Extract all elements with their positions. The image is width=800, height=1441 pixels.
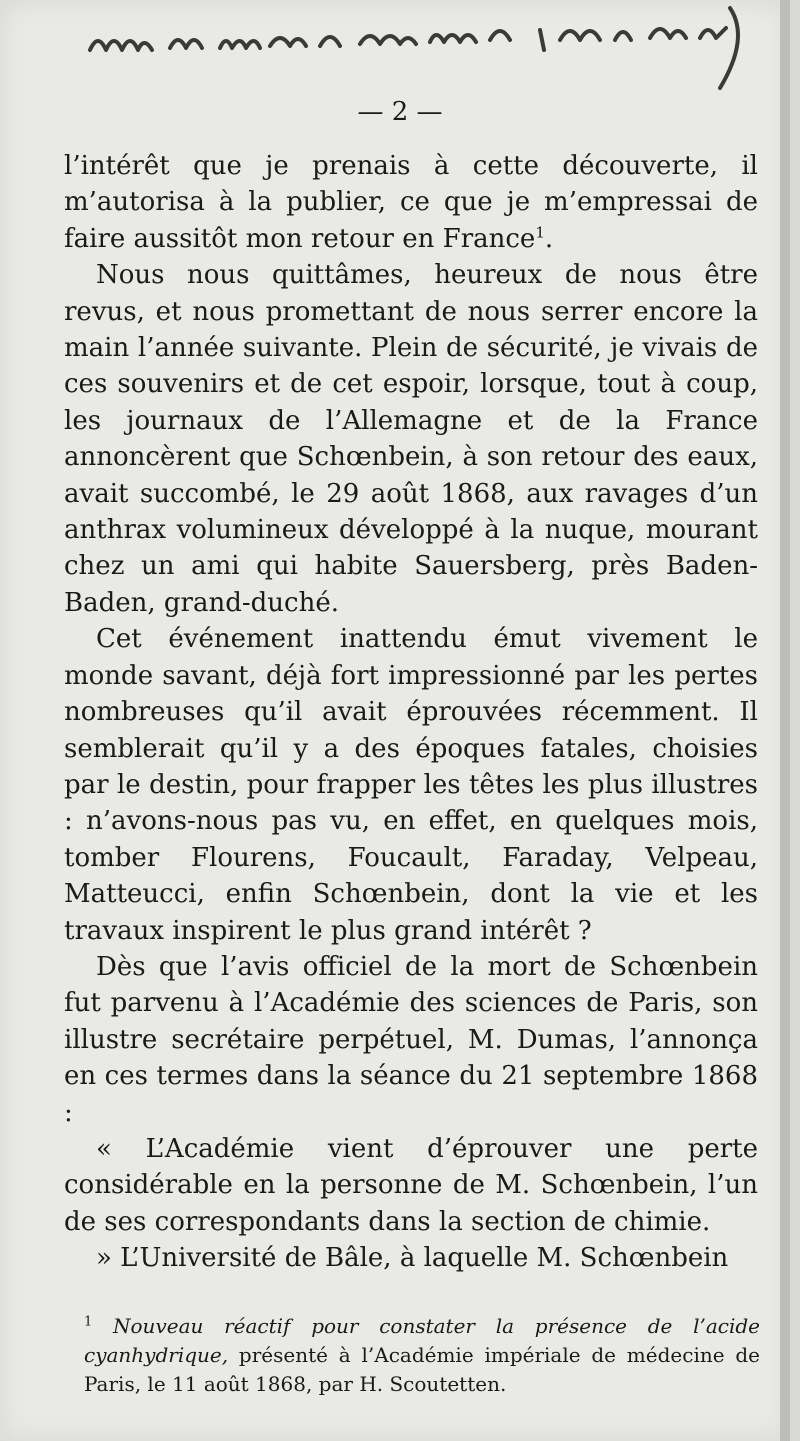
footnote-reference: 1: [535, 223, 545, 242]
footnote-mark: 1: [84, 1314, 93, 1330]
quote-paragraph: » L’Université de Bâle, à laquelle M. Schœnbein: [96, 1243, 729, 1274]
page-number: — 2 —: [357, 97, 443, 127]
footnote-text: présenté à l’Académie impériale de médecine de Paris, le 11 août 1868, par H. Scoutetten.: [84, 1343, 760, 1396]
footnote: [84, 1312, 760, 1399]
quote-paragraph: « L’Académie vient d’éprouver une perte considérable en la personne de M. Schœnbein, l’un de ses correspondants dans la section de chimie.: [64, 1133, 758, 1237]
footnote-title: Nouveau réactif pour constater la présence de l’acide cyanhydrique,: [84, 1314, 760, 1367]
paragraph: Nous nous quittâmes, heureux de nous être revus, et nous promettant de nous serrer encore la main l’année suivante. Plein de sécurité, je vivais de ces souvenirs et de cet espoir, lorsque, tout à coup, les journaux de l’Allemagne et de la France annoncèrent que Schœnbein, à son retour des eaux, avait succombé, le 29 août 1868, aux ravages d’un anthrax volumineux développé à la nuque, mourant chez un ami qui habite Sauersberg, près Baden-Baden, grand-duché.: [64, 260, 758, 618]
paragraph: Dès que l’avis officiel de la mort de Schœnbein fut parvenu à l’Académie des sciences de Paris, son illustre secrétaire perpétuel, M. Dumas, l’annonça en ces termes dans la séance du 21 septembre 1868 :: [64, 951, 758, 1128]
paragraph-continuation: l’intérêt que je prenais à cette découverte, il m’autorisa à la publier, ce que je m’empressai de faire aussitôt mon retour en France$^1$.: [64, 151, 758, 254]
handwritten-annotation: [70, 0, 790, 110]
body-text: [64, 148, 758, 1277]
paragraph: Cet événement inattendu émut vivement le monde savant, déjà fort impressionné par les pertes nombreuses qu’il avait éprouvées récemment. Il semblerait qu’il y a des époques fatales, choisies par le destin, pour frapper les têtes les plus illustres : n’avons-nous pas vu, en effet, en quelques mois, tomber Flourens, Foucault, Faraday, Velpeau, Matteucci, enfin Schœnbein, dont la vie et les travaux inspirent le plus grand intérêt ?: [64, 624, 758, 946]
page-edge: [780, 0, 790, 1441]
